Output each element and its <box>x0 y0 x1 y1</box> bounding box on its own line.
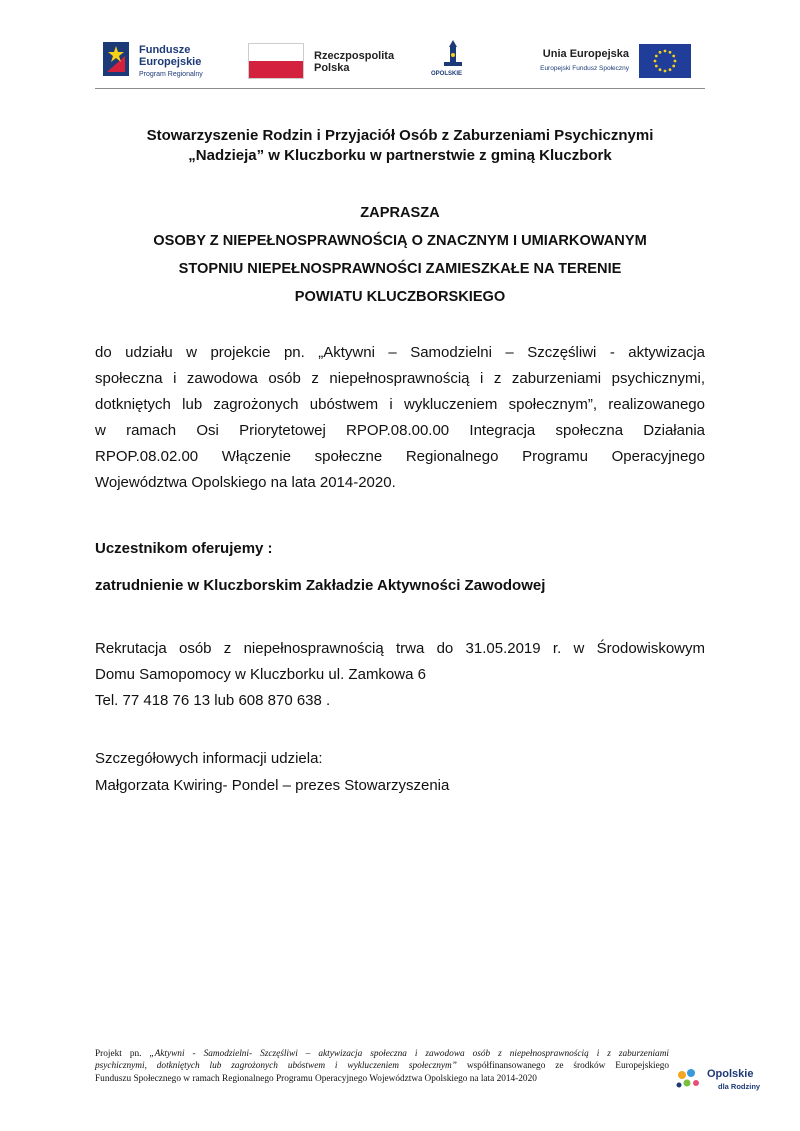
invite-line-1: OSOBY Z NIEPEŁNOSPRAWNOŚCIĄ O ZNACZNYM I UMIARKOWANYM <box>153 233 647 249</box>
odr-title: Opolskie <box>707 1068 754 1080</box>
project-paragraph-line: społeczna i zawodowa osób z niepełnosprawnością i z zaburzeniami psychicznymi, <box>95 370 705 387</box>
organization-line-1: Stowarzyszenie Rodzin i Przyjaciół Osób z Zaburzeniami Psychicznymi <box>146 127 654 144</box>
opolskie-tower-icon <box>441 40 465 68</box>
organization-line-2: „Nadzieja” w Kluczborku w partnerstwie z gminą Kluczbork <box>188 147 612 164</box>
family-icon <box>674 1068 704 1092</box>
footer-note <box>95 1048 669 1085</box>
recruitment-block <box>95 636 705 714</box>
fundusze-europejskie-logo <box>95 36 225 86</box>
eu-flag-icon <box>639 44 691 78</box>
rzeczpospolita-line-2: Polska <box>314 62 350 74</box>
opolskie-dla-rodziny-logo <box>674 1064 774 1096</box>
recruitment-phone: Tel. 77 418 76 13 lub 608 870 638 . <box>95 692 331 709</box>
footer-project-title-cont: psychicznymi, dotkniętych lub zagrożonych ubóstwem i wykluczeniem społecznym” <box>95 1061 457 1072</box>
unia-europejska-logo <box>525 36 705 86</box>
odr-subtitle: dla Rodziny <box>718 1082 761 1091</box>
rzeczpospolita-line-1: Rzeczpospolita <box>314 50 395 62</box>
project-paragraph-line: do udziału w projekcie pn. „Aktywni – Samodzielni – Szczęśliwi - aktywizacja <box>95 344 705 361</box>
project-paragraph-line: w ramach Osi Priorytetowej RPOP.08.00.00 Integracja społeczna Działania <box>95 422 705 439</box>
footer-project-title: „Aktywni - Samodzielni- Szczęśliwi – aktywizacja społeczna i zawodowa osób z niepełnosprawnością i z zaburzeniami <box>149 1049 669 1059</box>
fundusze-title-1: Fundusze <box>139 44 191 56</box>
contact-person: Małgorzata Kwiring- Pondel – prezes Stowarzyszenia <box>95 777 450 794</box>
fundusze-title-2: Europejskie <box>139 56 202 68</box>
offer-heading: Uczestnikom oferujemy : <box>95 540 273 557</box>
recruitment-line-2: Domu Samopomocy w Kluczborku ul. Zamkowa 6 <box>95 666 426 683</box>
footer-line-2 <box>95 1060 669 1072</box>
polish-flag-icon <box>248 43 304 79</box>
opolskie-logo <box>431 36 477 86</box>
fundusze-europejskie-icon <box>103 42 129 76</box>
opolskie-label: OPOLSKIE <box>431 71 463 77</box>
footer-text: Projekt pn. <box>95 1049 150 1059</box>
invite-line-2: STOPNIU NIEPEŁNOSPRAWNOŚCI ZAMIESZKAŁE NA TERENIE <box>178 261 622 277</box>
rzeczpospolita-polska-logo <box>248 36 398 86</box>
fundusze-subtitle: Program Regionalny <box>139 71 203 78</box>
invite-heading: ZAPRASZA <box>360 205 440 221</box>
ue-title: Unia Europejska <box>542 48 629 60</box>
invite-line-3: POWIATU KLUCZBORSKIEGO <box>294 289 506 305</box>
logo-header <box>95 36 705 86</box>
recruitment-line-1: Rekrutacja osób z niepełnosprawnością trwa do 31.05.2019 r. w Środowiskowym <box>95 640 705 657</box>
header-divider <box>95 88 705 89</box>
offer-item: zatrudnienie w Kluczborskim Zakładzie Aktywności Zawodowej <box>95 577 546 594</box>
footer-text: współfinansowanego ze środków Europejskiego <box>456 1061 669 1072</box>
project-paragraph-line: Województwa Opolskiego na lata 2014-2020. <box>95 474 396 491</box>
footer-line-1 <box>95 1048 669 1060</box>
project-paragraph <box>95 340 705 496</box>
project-paragraph-line: RPOP.08.02.00 Włączenie społeczne Regionalnego Programu Operacyjnego <box>95 448 705 465</box>
footer-line-3: Funduszu Społecznego w ramach Regionalnego Programu Operacyjnego Województwa Opolskiego na lata 2014-2020 <box>95 1073 537 1084</box>
contact-label: Szczegółowych informacji udziela: <box>95 750 323 767</box>
ue-subtitle: Europejski Fundusz Społeczny <box>540 65 629 72</box>
project-paragraph-line: dotkniętych lub zagrożonych ubóstwem i wykluczeniem społecznym”, realizowanego <box>95 396 705 413</box>
